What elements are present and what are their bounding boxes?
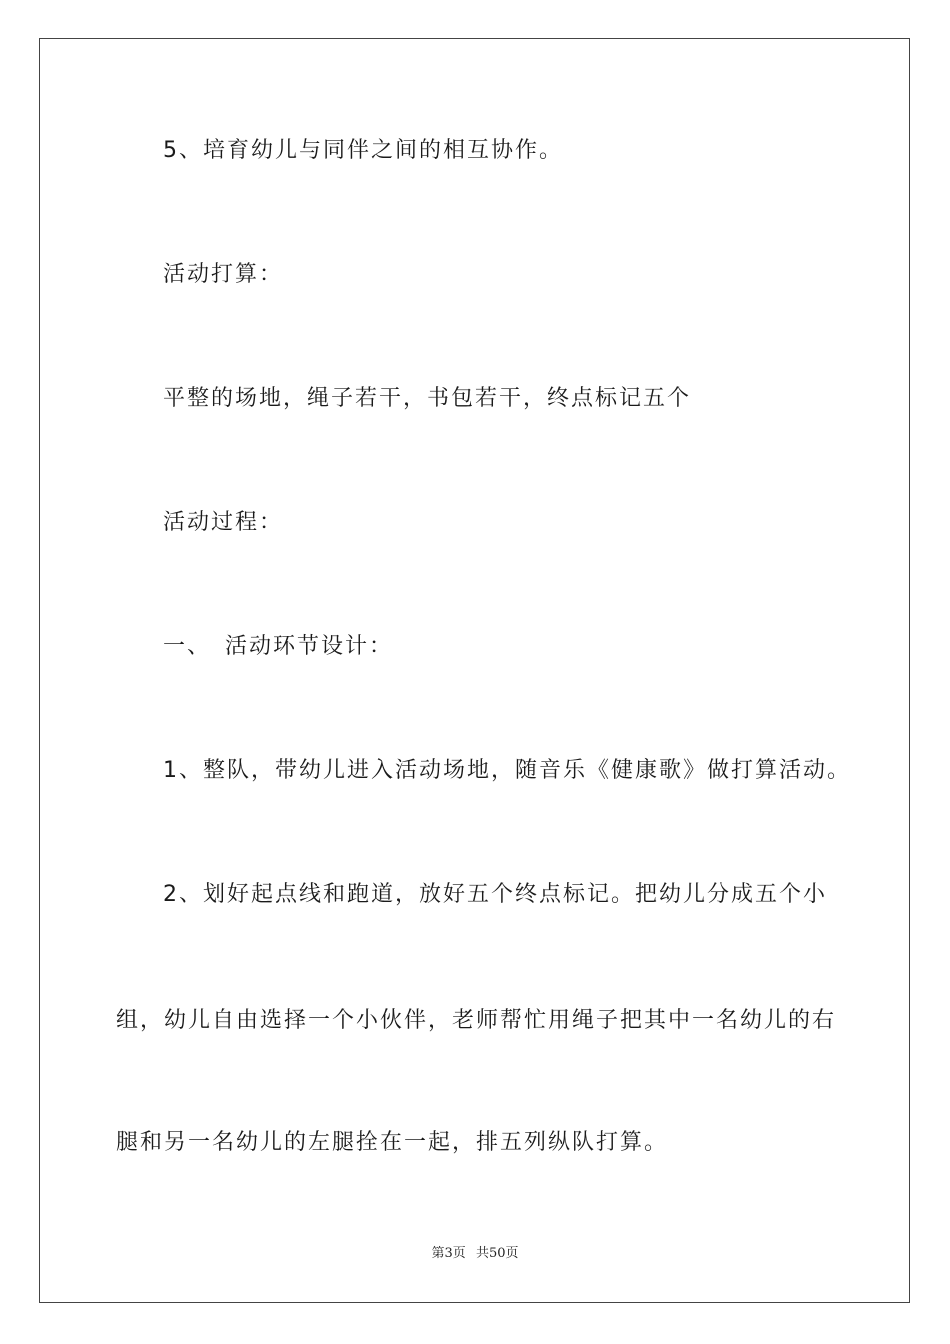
- paragraph-step-2-line-2: 组，幼儿自由选择一个小伙伴，老师帮忙用绳子把其中一名幼儿的右: [116, 1008, 837, 1033]
- paragraph-step-2-line-3: 腿和另一名幼儿的左腿拴在一起，排五列纵队打算。: [116, 1130, 669, 1155]
- section-heading-process: 活动过程：: [163, 510, 284, 535]
- subsection-heading-design: 活动环节设计：: [225, 634, 394, 659]
- subsection-number: 一、: [163, 634, 212, 659]
- paragraph-step-2-line-1: 2、划好起点线和跑道，放好五个终点标记。把幼儿分成五个小: [163, 882, 827, 907]
- page-total: 共50页: [475, 1246, 519, 1261]
- paragraph-goal-5: 5、培育幼儿与同伴之间的相互协作。: [163, 138, 563, 163]
- section-heading-preparation: 活动打算：: [163, 262, 284, 287]
- page-footer: [0, 1245, 950, 1263]
- paragraph-materials: 平整的场地，绳子若干，书包若干，终点标记五个: [163, 386, 692, 411]
- page-number: 第3页: [431, 1246, 466, 1261]
- page-border: [39, 38, 910, 1303]
- paragraph-step-1: 1、整队，带幼儿进入活动场地，随音乐《健康歌》做打算活动。: [163, 758, 851, 783]
